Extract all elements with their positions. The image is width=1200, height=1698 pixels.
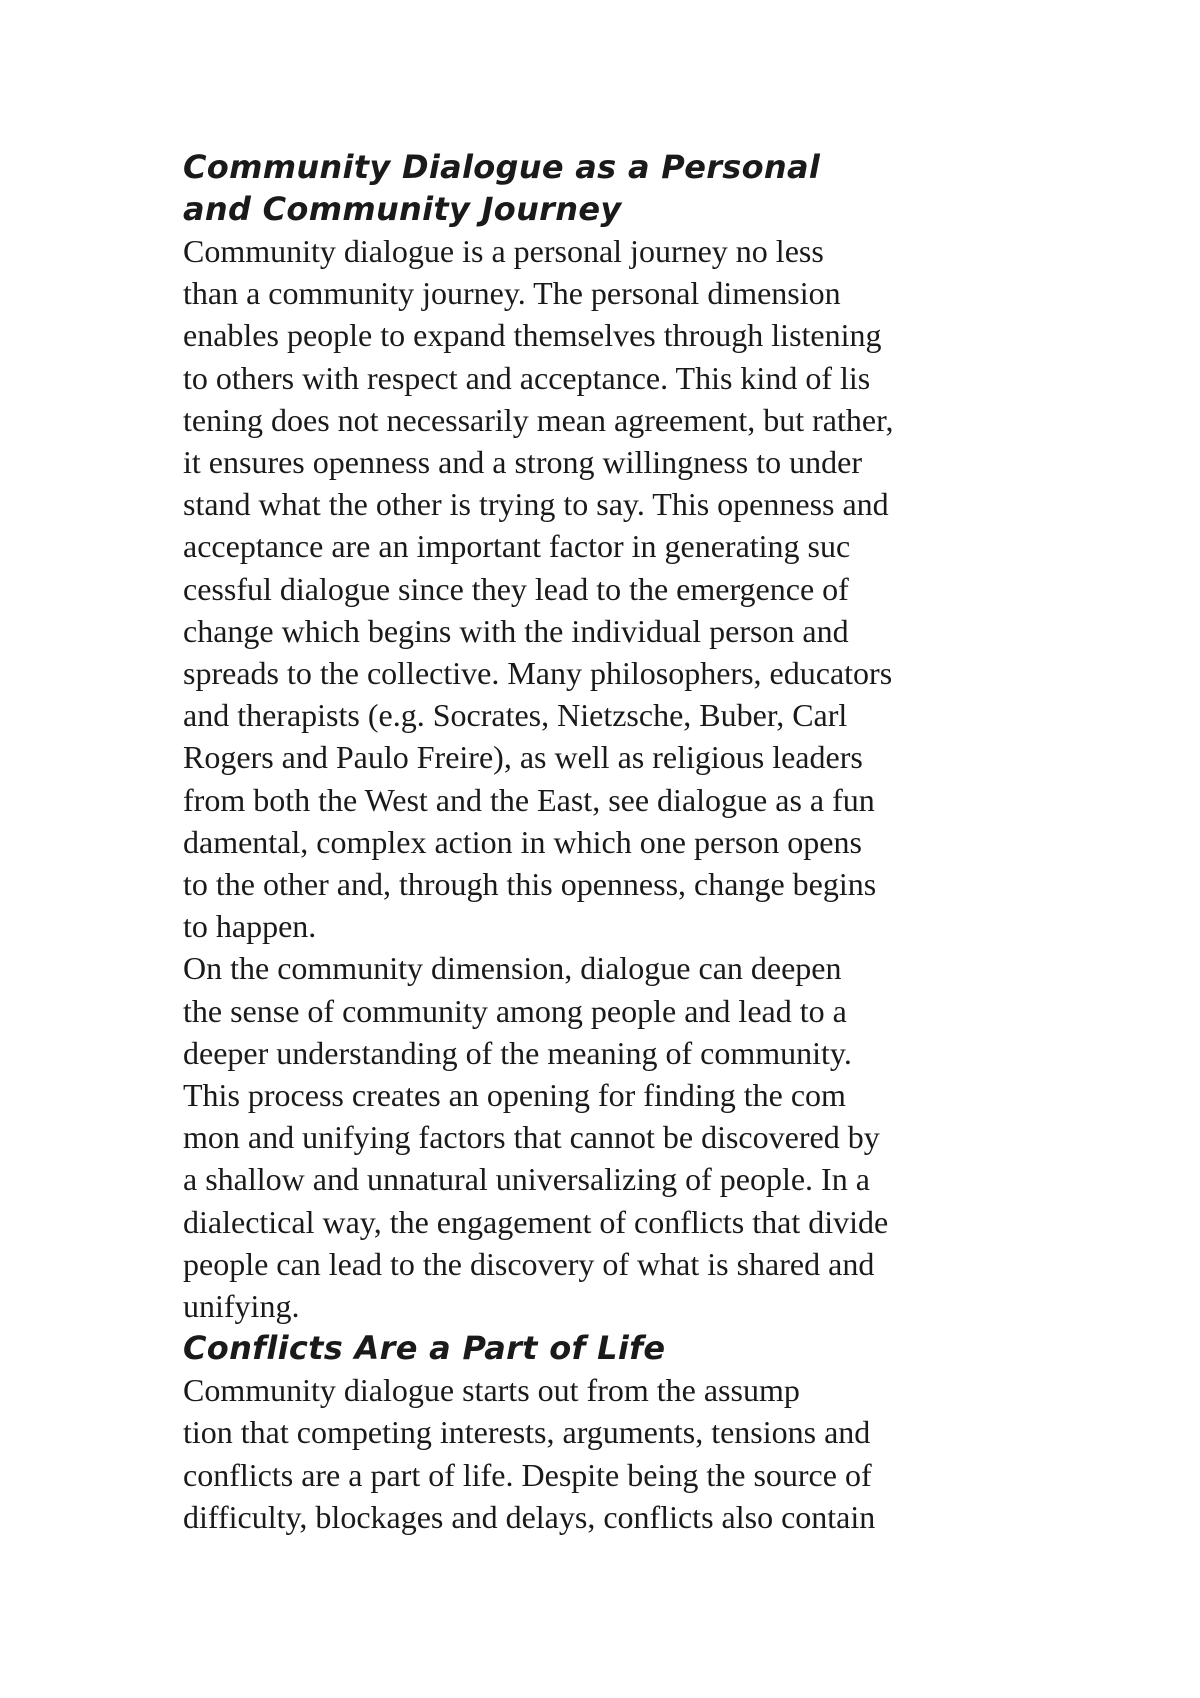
- text-line: to others with respect and acceptance. This kind of lis: [183, 359, 871, 396]
- text-line: than a community journey. The personal dimension: [183, 275, 841, 312]
- text-line: unifying.: [183, 1288, 300, 1325]
- text-line: the sense of community among people and lead to a: [183, 992, 847, 1029]
- text-line: to happen.: [183, 908, 317, 945]
- text-line: a shallow and unnatural universalizing of people. In a: [183, 1161, 870, 1198]
- paragraph-personal-dimension: [183, 230, 1023, 947]
- text-line: acceptance are an important factor in generating suc: [183, 528, 851, 565]
- text-line: damental, complex action in which one person opens: [183, 823, 862, 860]
- text-line: and therapists (e.g. Socrates, Nietzsche, Buber, Carl: [183, 697, 848, 734]
- document-content: [183, 146, 1023, 1538]
- text-line: change which begins with the individual person and: [183, 612, 849, 649]
- heading-line: and Community Journey: [183, 190, 622, 228]
- heading-line: Conflicts Are a Part of Life: [183, 1329, 666, 1368]
- text-line: from both the West and the East, see dialogue as a fun: [183, 781, 875, 818]
- text-line: people can lead to the discovery of what is shared and: [183, 1245, 875, 1282]
- text-line: Rogers and Paulo Freire), as well as religious leaders: [183, 739, 863, 776]
- text-line: enables people to expand themselves through listening: [183, 317, 882, 354]
- text-line: On the community dimension, dialogue can deepen: [183, 950, 842, 987]
- text-line: difficulty, blockages and delays, conflicts also contain: [183, 1498, 876, 1535]
- section-heading-community-dialogue: [183, 146, 1023, 230]
- section-heading-conflicts: [183, 1327, 1023, 1369]
- text-line: spreads to the collective. Many philosophers, educators: [183, 655, 893, 692]
- text-line: stand what the other is trying to say. This openness and: [183, 486, 889, 523]
- text-line: tion that competing interests, arguments, tensions and: [183, 1414, 871, 1451]
- text-line: This process creates an opening for finding the com: [183, 1077, 846, 1114]
- text-line: conflicts are a part of life. Despite being the source of: [183, 1456, 872, 1493]
- text-line: to the other and, through this openness, change begins: [183, 866, 877, 903]
- text-line: dialectical way, the engagement of conflicts that divide: [183, 1203, 889, 1240]
- heading-line: Community Dialogue as a Personal: [183, 148, 821, 186]
- text-line: mon and unifying factors that cannot be discovered by: [183, 1119, 880, 1156]
- text-line: Community dialogue is a personal journey no less: [183, 233, 824, 269]
- text-line: it ensures openness and a strong willingness to under: [183, 444, 862, 481]
- paragraph-community-dimension: [183, 947, 1023, 1327]
- text-line: tening does not necessarily mean agreement, but rather,: [183, 401, 894, 438]
- text-line: cessful dialogue since they lead to the emergence of: [183, 570, 849, 607]
- text-line: deeper understanding of the meaning of community.: [183, 1034, 852, 1071]
- text-line: Community dialogue starts out from the assump: [183, 1372, 800, 1409]
- paragraph-conflicts: [183, 1369, 1023, 1538]
